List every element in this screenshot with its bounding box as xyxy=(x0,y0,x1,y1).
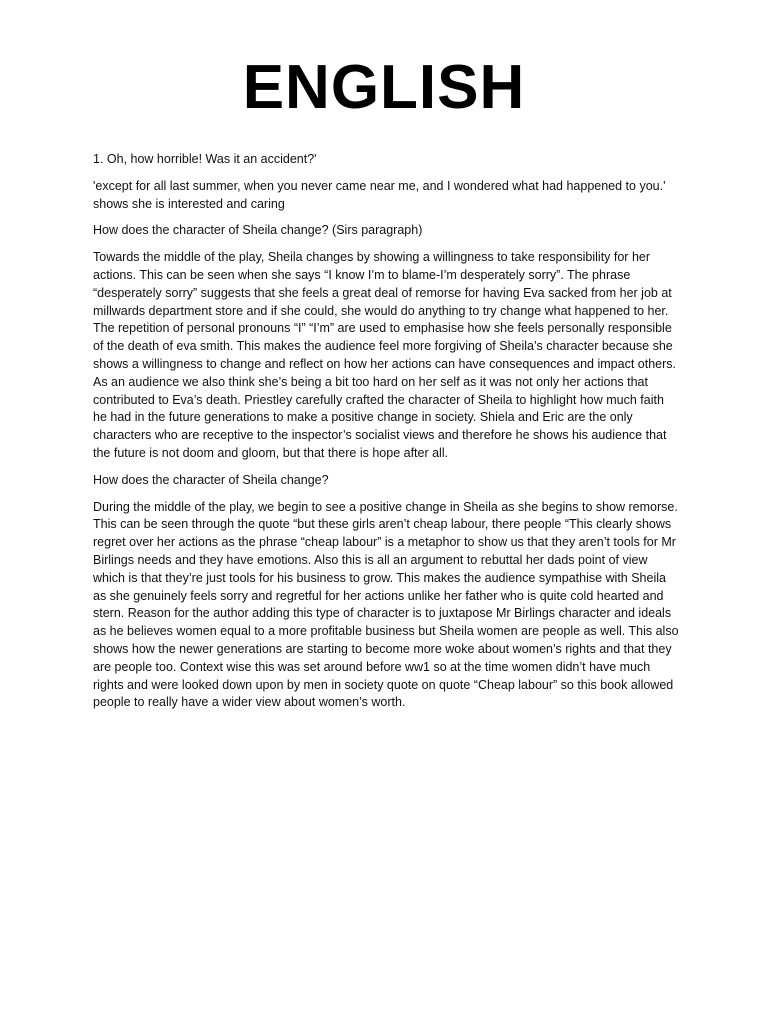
question-heading-1: How does the character of Sheila change? (Sirs paragraph) xyxy=(93,223,423,238)
quote-line-2: 'except for all last summer, when you never came near me, and I wondered what had happened to you.' shows she is interested and caring xyxy=(93,178,666,211)
document-body xyxy=(93,151,679,721)
essay-paragraph-2: During the middle of the play, we begin to see a positive change in Sheila as she begins to show remorse. This can be seen through the quote “but these girls aren’t cheap labour, there people “This clearly shows regret over her actions as the phrase “cheap labour” is a metaphor to show us that they aren’t tools for Mr Birlings needs and they have emotions. Also this is all an argument to rebuttal her dads point of view which is that they’re just tools for his business to grow. This makes the audience sympathise with Sheila as she genuinely feels sorry and regretful for her actions unlike her father who is quite cold hearted and stern. Reason for the author adding this type of character is to juxtapose Mr Birlings character and ideals as he believes women equal to a more profitable business but Sheila women are people as well. This also shows how the newer generations are starting to become more woke about women’s rights and that they are people too. Context wise this was set around before ww1 so at the time women didn’t have much rights and were looked down upon by men in society quote on quote “Cheap labour” so this book allowed people to really have a wider view about women’s worth. xyxy=(93,499,679,710)
quote-line-1: 1. Oh, how horrible! Was it an accident?' xyxy=(93,152,317,166)
document-title: ENGLISH xyxy=(242,53,526,122)
question-heading-2: How does the character of Sheila change? xyxy=(93,472,329,487)
essay-paragraph-1: Towards the middle of the play, Sheila changes by showing a willingness to take responsibility for her actions. This can be seen when she says “I know I’m to blame-I’m desperately sorry”. The phrase “desperately sorry” suggests that she feels a great deal of remorse for having Eva sacked from her job at millwards department store and if she could, she would do anything to try change what happened to her. The repetition of personal pronouns “I” “I’m” are used to emphasise how she feels personally responsible of the death of eva smith. This makes the audience feel more forgiving of Sheila’s character because she shows a willingness to change and reflect on how her actions can have consequences and impact others. As an audience we also think she’s being a bit too hard on her self as it was not only her actions that contributed to Eva’s death. Priestley carefully crafted the character of Sheila to highlight how much faith he had in the future generations to make a positive change in society. Shiela and Eric are the only characters who are receptive to the inspector’s socialist views and therefore he shows his audience that the future is not doom and gloom, but that there is hope after all. xyxy=(93,250,676,460)
